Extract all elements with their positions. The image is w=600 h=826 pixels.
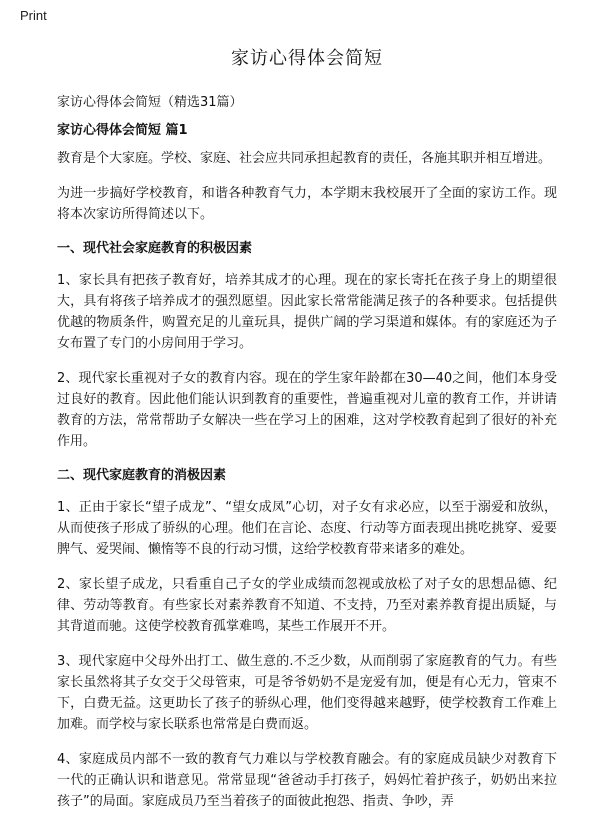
paragraph: 3、现代家庭中父母外出打工、做生意的.不乏少数，从而削弱了家庭教育的气力。有些家长虽然将其子女交于父母管束，可是爷爷奶奶不是宠爱有加，便是有心无力，管束不下，白费无益。这更助长了孩子的骄纵心理，他们变得越来越野，使学校教育工作难上加难。而学校与家长联系也常常是白费而返。 xyxy=(57,654,557,732)
paragraph: 2、家长望子成龙，只看重自己子女的学业成绩而忽视或放松了对子女的思想品德、纪律、劳动等教育。有些家长对素养教育不知道、不支持，乃至对素养教育提出质疑，与其背道而驰。这使学校教育孤掌难鸣，某些工作展开不开。 xyxy=(57,577,557,634)
paragraph: 2、现代家长重视对子女的教育内容。现在的学生家年龄都在30—40之间，他们本身受过良好的教育。因此他们能认识到教育的重要性，普遍重视对儿童的教育工作，并讲请教育的方法，常常帮助子女解决一些在学习上的困难，这对学校教育起到了很好的补充作用。 xyxy=(57,371,557,449)
paragraph: 1、家长具有把孩子教育好，培养其成才的心理。现在的家长寄托在孩子身上的期望很大，具有将孩子培养成才的强烈愿望。因此家长常常能满足孩子的各种要求。包括提供优越的物质条件，购置充足的儿童玩具，提供广阔的学习渠道和媒体。有的家庭还为子女布置了专门的小房间用于学习。 xyxy=(57,273,557,351)
paragraph: 1、正由于家长“望子成龙”、“望女成凤”心切，对子女有求必应，以至于溺爱和放纵，从而使孩子形成了骄纵的心理。他们在言论、态度、行动等方面表现出挑吃挑穿、爱要脾气、爱哭闹、懒惰等不良的行动习惯，这给学校教育带来诸多的难处。 xyxy=(57,500,557,557)
paragraph: 教育是个大家庭。学校、家庭、社会应共同承担起教育的责任，各施其职并相互增进。 xyxy=(57,151,552,166)
section-title: 家访心得体会简短 篇1 xyxy=(57,123,188,138)
document-subtitle: 家访心得体会简短（精选31篇） xyxy=(57,95,243,110)
document-body xyxy=(57,148,557,826)
print-link[interactable]: Print xyxy=(20,8,47,23)
subsection-heading: 二、现代家庭教育的消极因素 xyxy=(57,468,227,483)
subsection-heading: 一、现代社会家庭教育的积极因素 xyxy=(57,241,253,256)
paragraph: 为进一步搞好学校教育，和谐各种教育气力，本学期末我校展开了全面的家访工作。现将本次家访所得简述以下。 xyxy=(57,186,557,222)
page-title: 家访心得体会简短 xyxy=(231,48,383,69)
paragraph: 4、家庭成员内部不一致的教育气力难以与学校教育融会。有的家庭成员缺少对教育下一代的正确认识和谐意见。常常显现“爸爸动手打孩子，妈妈忙着护孩子，奶奶出来拉孩子”的局面。家庭成员乃至当着孩子的面彼此抱怨、指责、争吵，弄 xyxy=(57,752,557,809)
